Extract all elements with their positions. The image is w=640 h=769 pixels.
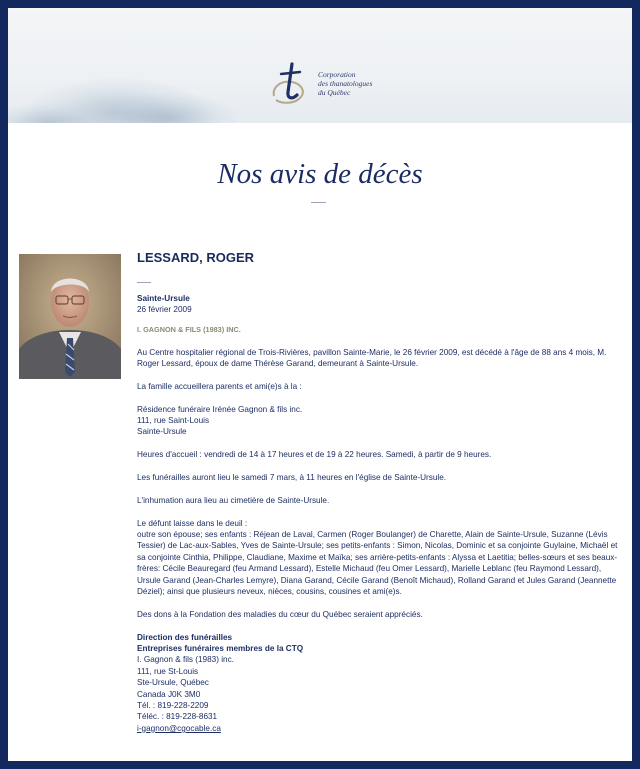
contact-street: 111, rue St-Louis: [137, 666, 199, 676]
death-announcement: Au Centre hospitalier régional de Trois-Rivières, pavillon Sainte-Marie, le 26 février 2009, est décédé à l'âge de 88 ans 4 mois, M. Roger Lessard, époux de dame Thérèse Garand, demeurant à Sainte-Ursule.: [137, 347, 607, 369]
direction-subtitle: Entreprises funéraires membres de la CTQ: [137, 644, 304, 654]
funeral-firm: I. GAGNON & FILS (1983) INC.: [137, 324, 241, 334]
deceased-portrait: [19, 254, 121, 379]
residence-street: 111, rue Saint-Louis: [137, 416, 210, 426]
survivors-intro: Le défunt laisse dans le deuil :: [137, 518, 248, 528]
burial-details: L'inhumation aura lieu au cimetière de Sainte-Ursule.: [137, 495, 330, 505]
notice-date: 26 février 2009: [137, 305, 192, 315]
ctq-logo[interactable]: [266, 58, 378, 108]
header-banner: [8, 8, 632, 123]
contact-phone: Tél. : 819-228-2209: [137, 701, 209, 711]
obituary-content: [137, 252, 627, 734]
funeral-details: Les funérailles auront lieu le samedi 7 mars, à 11 heures en l'église de Sainte-Ursule.: [137, 473, 447, 483]
notice-location: Sainte-Ursule: [137, 294, 190, 303]
contact-city: Ste-Ursule, Québec: [137, 678, 209, 688]
logo-text: Corporation des thanatologues du Québec: [318, 70, 373, 97]
title-divider: [311, 202, 326, 203]
visiting-hours: Heures d'accueil : vendredi de 14 à 17 heures et de 19 à 22 heures. Samedi, à partir de 9 heures.: [137, 450, 492, 460]
residence-name: Résidence funéraire Irénée Gagnon & fils inc.: [137, 404, 303, 414]
contact-email-link[interactable]: i-gagnon@cgocable.ca: [137, 723, 221, 733]
page-frame: [8, 8, 632, 761]
contact-fax: Téléc. : 819-228-8631: [137, 712, 218, 722]
residence-city: Sainte-Ursule: [137, 427, 187, 437]
ctq-logo-icon: [266, 58, 312, 108]
page-title: Nos avis de décès: [217, 158, 423, 190]
survivors-list: outre son épouse; ses enfants : Réjean de Laval, Carmen (Roger Boulanger) de Charette, Alain de Sainte-Ursule, Suzanne (Lévis Tessier) de Lac-aux-Sables, Yves de Sainte-Ursule; ses petits-enfants : Simon, Nicolas, Dominic et sa conjointe Guylaine, Michaël et sa conjointe Cinthia, Philippe, Claudiane, Maxime et Maïka; ses arrière-petits-enfants : Alyssa et Laetitia; belles-sœurs et ses beaux-frères: Cécile Beauregard (feu Armand Lessard), Estelle Michaud (feu Omer Lessard), Marielle Leblanc (feu Raymond Lessard), Ursule Garand (Jean-Charles Lemyre), Diana Garand, Cécile Garand (Benoît Michaud), Rolland Garand et Jules Garand (Jeannette Déziel); ainsi que plusieurs neveux, nièces, cousins, cousines et ami(e)s.: [137, 530, 618, 597]
name-divider: [137, 282, 151, 283]
donations-note: Des dons à la Fondation des maladies du cœur du Québec seraient appréciés.: [137, 609, 423, 619]
contact-postal: Canada J0K 3M0: [137, 689, 201, 699]
visitation-intro: La famille accueillera parents et ami(e)s à la :: [137, 381, 302, 391]
direction-title: Direction des funérailles: [137, 632, 233, 642]
contact-company: I. Gagnon & fils (1983) inc.: [137, 655, 234, 665]
deceased-name: LESSARD, ROGER: [137, 250, 255, 265]
